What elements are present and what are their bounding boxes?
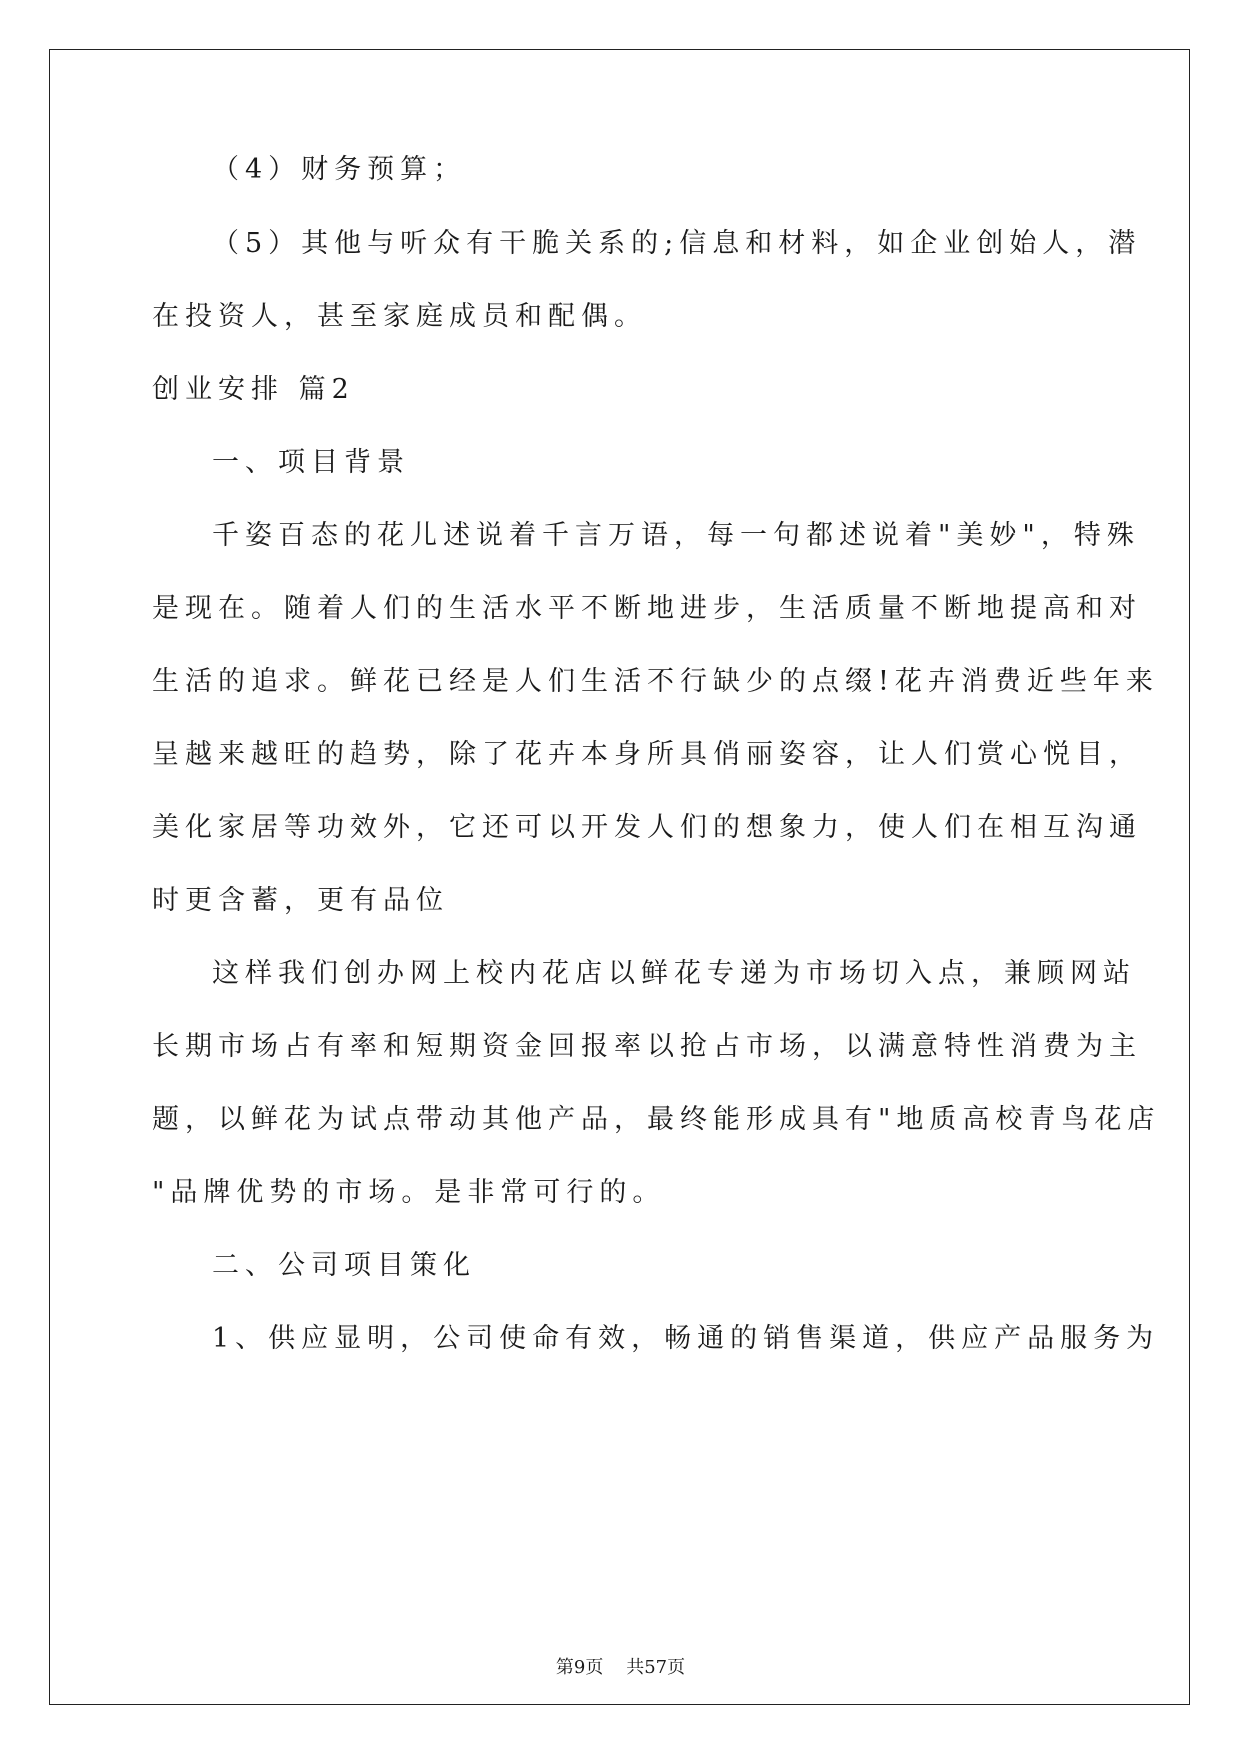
paragraph-line: 这样我们创办网上校内花店以鲜花专递为市场切入点，兼顾网站 [212, 958, 1136, 989]
paragraph-line: 1、供应显明，公司使命有效，畅通的销售渠道，供应产品服务为 [212, 1323, 1160, 1354]
paragraph-line: "品牌优势的市场。是非常可行的。 [152, 1177, 666, 1208]
paragraph-line: 呈越来越旺的趋势，除了花卉本身所具俏丽姿容，让人们赏心悦目， [152, 739, 1142, 770]
paragraph-line: 时更含蓄，更有品位 [152, 885, 449, 916]
page-total: 共57页 [626, 1657, 686, 1678]
subsection-heading: 一、项目背景 [212, 447, 410, 478]
page-number: 第9页 [555, 1657, 604, 1678]
paragraph-line: 是现在。随着人们的生活水平不断地进步，生活质量不断地提高和对 [152, 593, 1142, 624]
subsection-heading: 二、公司项目策化 [212, 1250, 476, 1281]
paragraph-line: 生活的追求。鲜花已经是人们生活不行缺少的点缀!花卉消费近些年来 [152, 666, 1159, 697]
paragraph-line: （5）其他与听众有干脆关系的;信息和材料，如企业创始人，潜 [212, 228, 1142, 259]
paragraph-line: （4）财务预算； [212, 154, 467, 185]
paragraph-line: 题，以鲜花为试点带动其他产品，最终能形成具有"地质高校青鸟花店 [152, 1104, 1161, 1135]
paragraph-line: 长期市场占有率和短期资金回报率以抢占市场，以满意特性消费为主 [152, 1031, 1142, 1062]
paragraph-line: 在投资人，甚至家庭成员和配偶。 [152, 301, 647, 332]
section-heading: 创业安排 篇2 [152, 374, 355, 405]
paragraph-line: 千姿百态的花儿述说着千言万语，每一句都述说着"美妙"，特殊 [212, 520, 1140, 551]
paragraph-line: 美化家居等功效外，它还可以开发人们的想象力，使人们在相互沟通 [152, 812, 1142, 843]
page-footer [0, 1656, 1241, 1680]
